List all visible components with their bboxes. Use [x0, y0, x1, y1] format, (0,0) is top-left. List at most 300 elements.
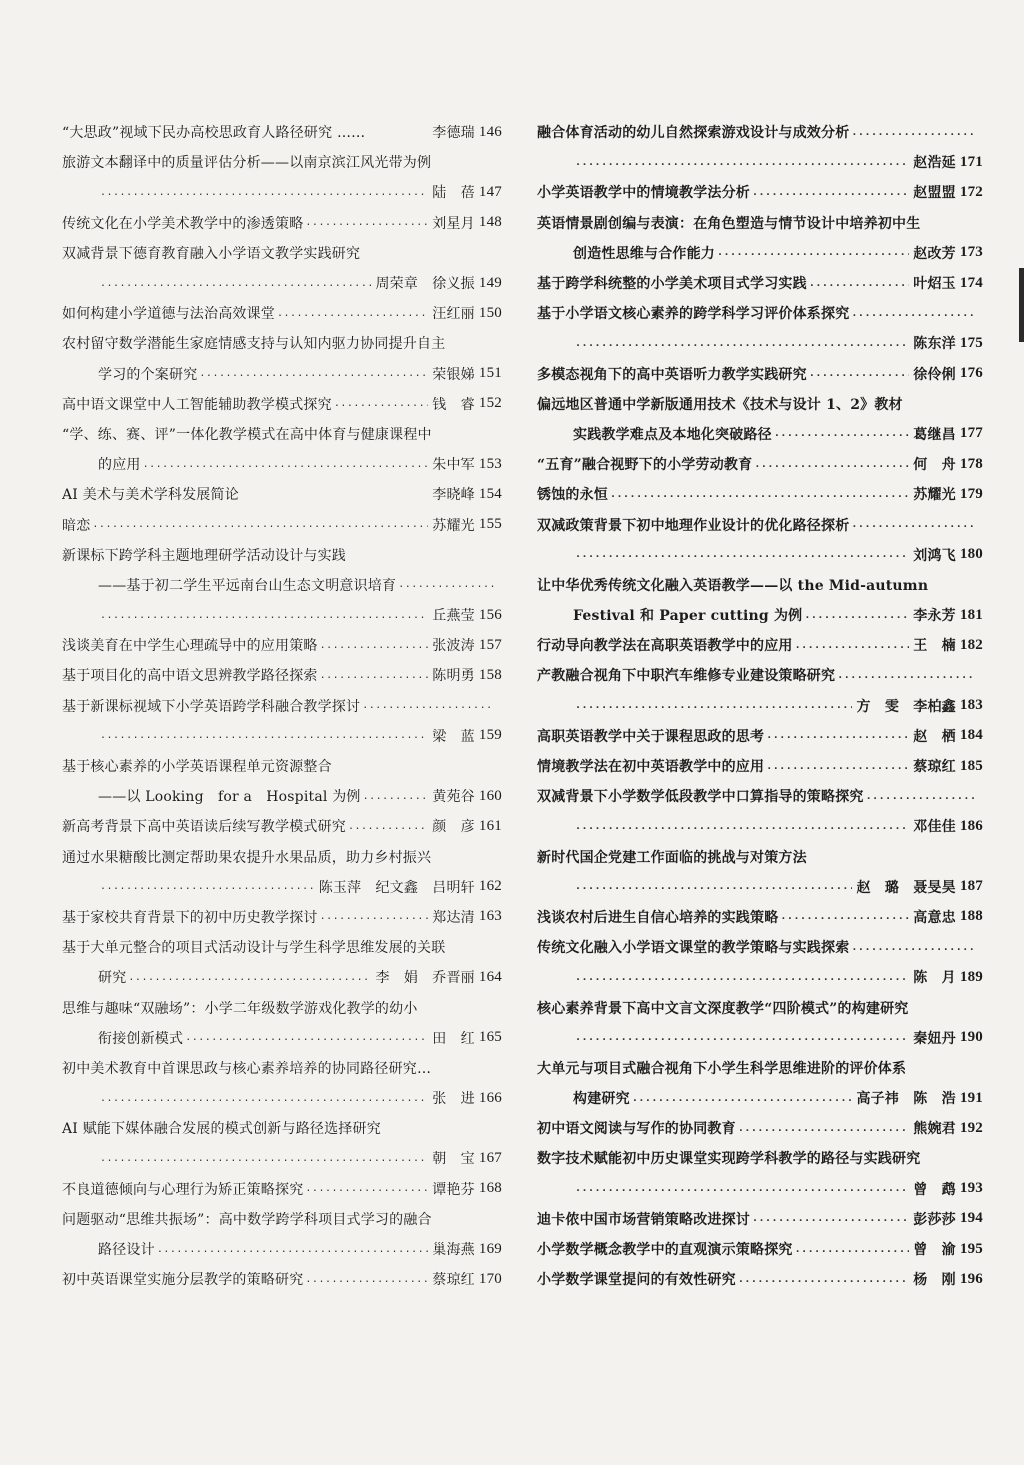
entry-author: 曾 鹉 — [913, 1181, 956, 1198]
entry-title: 的应用 — [98, 457, 141, 474]
toc-entry — [537, 902, 983, 932]
entry-author: 秦妞丹 — [913, 1030, 956, 1047]
toc-entry — [62, 1053, 502, 1083]
dot-leader — [362, 700, 494, 711]
entry-title: 衔接创新模式 — [98, 1030, 184, 1047]
entry-title: 通过水果糖酸比测定帮助果农提升水果品质，助力乡村振兴 — [62, 849, 432, 866]
entry-title: 小学数学概念教学中的直观演示策略探究 — [537, 1242, 793, 1259]
entry-title: 基于家校共育背景下的初中历史教学探讨 — [62, 909, 318, 926]
entry-title: 高中语文课堂中人工智能辅助教学模式探究 — [62, 396, 332, 413]
toc-entry — [537, 389, 983, 419]
toc-entry — [62, 751, 502, 781]
toc-entry — [537, 208, 983, 238]
toc-entry — [537, 1234, 983, 1264]
dot-leader — [100, 187, 428, 198]
toc-entry — [62, 449, 502, 479]
toc-entry — [537, 479, 983, 509]
entry-author: 丘燕莹 — [432, 608, 475, 625]
entry-page-number: 176 — [959, 365, 983, 382]
entry-page-number: 162 — [478, 878, 502, 895]
toc-entry — [62, 902, 502, 932]
toc-entry — [537, 419, 983, 449]
toc-entry — [62, 811, 502, 841]
entry-page-number: 146 — [478, 123, 502, 140]
dot-leader — [851, 127, 975, 138]
dot-leader — [837, 670, 975, 681]
entry-page-number: 159 — [478, 727, 502, 744]
entry-title: 基于小学语文核心素养的跨学科学习评价体系探究 — [537, 306, 850, 323]
toc-entry — [537, 298, 983, 328]
dot-leader — [398, 579, 494, 590]
entry-title: 英语情景剧创编与表演：在角色塑造与情节设计中培养初中生 — [537, 215, 921, 232]
toc-entry — [62, 540, 502, 570]
entry-author: 葛继昌 — [913, 426, 956, 443]
toc-entry — [62, 721, 502, 751]
dot-leader — [752, 187, 909, 198]
entry-author: 周荣章 徐义振 — [375, 276, 475, 293]
entry-title: 锈蚀的永恒 — [537, 487, 608, 504]
entry-page-number: 192 — [959, 1119, 983, 1136]
toc-entry — [62, 630, 502, 660]
entry-page-number: 164 — [478, 968, 502, 985]
entry-author: 田 红 — [432, 1030, 475, 1047]
entry-author: 蔡琼红 — [913, 759, 956, 776]
toc-entry — [62, 691, 502, 721]
dot-leader — [575, 972, 909, 983]
toc-entry — [537, 992, 983, 1022]
dot-leader — [277, 308, 428, 319]
toc-entry — [537, 1083, 983, 1113]
entry-page-number: 148 — [478, 214, 502, 231]
toc-entry — [62, 1113, 502, 1143]
entry-page-number: 184 — [959, 727, 983, 744]
toc-entry — [62, 1174, 502, 1204]
entry-author: 方 雯 李柏鑫 — [856, 698, 956, 715]
dot-leader — [185, 1032, 428, 1043]
entry-author: 刘星月 — [432, 215, 475, 232]
scan-edge-mark — [1019, 268, 1024, 342]
entry-author: 李永芳 — [913, 608, 956, 625]
entry-author: 高子祎 陈 浩 — [856, 1091, 956, 1108]
entry-page-number: 182 — [959, 636, 983, 653]
entry-title: 传统文化在小学美术教学中的渗透策略 — [62, 215, 304, 232]
dot-leader — [320, 640, 429, 651]
entry-title: 双减背景下德育教育融入小学语文教学实践研究 — [62, 245, 361, 262]
entry-title: 传统文化融入小学语文课堂的教学策略与实践探索 — [537, 940, 850, 957]
entry-page-number: 163 — [478, 908, 502, 925]
entry-author: 张 进 — [432, 1091, 475, 1108]
toc-entry — [537, 932, 983, 962]
dot-leader — [575, 1183, 909, 1194]
entry-title: 基于项目化的高中语文思辨教学路径探索 — [62, 668, 318, 685]
toc-entry — [537, 177, 983, 207]
entry-author: 何 舟 — [913, 457, 956, 474]
dot-leader — [334, 398, 428, 409]
toc-entry — [62, 389, 502, 419]
dot-leader — [363, 791, 429, 802]
entry-author: 李 娟 乔晋丽 — [375, 970, 475, 987]
toc-entry — [537, 359, 983, 389]
toc-entry — [62, 660, 502, 690]
entry-title: ——以 Looking for a Hospital 为例 — [98, 789, 361, 806]
toc-entry — [537, 268, 983, 298]
entry-title: 基于新课标视域下小学英语跨学科融合教学探讨 — [62, 698, 361, 715]
toc-entry — [537, 238, 983, 268]
entry-title: 学习的个案研究 — [98, 366, 198, 383]
entry-author: 梁 蓝 — [432, 728, 475, 745]
toc-entry — [62, 509, 502, 539]
dot-leader — [320, 670, 429, 681]
entry-title: ——基于初二学生平远南台山生态文明意识培育 — [98, 577, 397, 594]
toc-entry — [537, 1174, 983, 1204]
entry-author: 李晓峰 — [432, 487, 475, 504]
entry-title: 暗恋 — [62, 517, 91, 534]
dot-leader — [143, 459, 429, 470]
toc-entry — [62, 1083, 502, 1113]
dot-leader — [851, 519, 975, 530]
dot-leader — [100, 610, 428, 621]
entry-author: 王 楠 — [913, 638, 956, 655]
entry-author: 李德瑞 — [432, 125, 475, 142]
toc-entry — [62, 1264, 502, 1294]
toc-entry — [62, 781, 502, 811]
entry-title: 迪卡侬中国市场营销策略改进探讨 — [537, 1211, 750, 1228]
toc-entry — [537, 842, 983, 872]
entry-page-number: 194 — [959, 1210, 983, 1227]
toc-entry — [62, 117, 502, 147]
entry-author: 彭莎莎 — [913, 1211, 956, 1228]
entry-title: “学、练、赛、评”一体化教学模式在高中体育与健康课程中 — [62, 426, 432, 443]
entry-page-number: 151 — [478, 365, 502, 382]
entry-page-number: 193 — [959, 1180, 983, 1197]
entry-author: 叶炤玉 — [913, 276, 956, 293]
dot-leader — [100, 1093, 428, 1104]
entry-title: 基于跨学科统整的小学美术项目式学习实践 — [537, 276, 807, 293]
entry-author: 朝 宝 — [432, 1151, 475, 1168]
entry-title: 情境教学法在初中英语教学中的应用 — [537, 759, 765, 776]
dot-leader — [809, 278, 909, 289]
entry-title: AI 赋能下媒体融合发展的模式创新与路径选择研究 — [62, 1121, 381, 1138]
entry-page-number: 154 — [478, 485, 502, 502]
dot-leader — [738, 1274, 909, 1285]
entry-title: 让中华优秀传统文化融入英语教学——以 the Mid-autumn — [537, 577, 929, 594]
dot-leader — [851, 308, 975, 319]
entry-title: 多模态视角下的高中英语听力教学实践研究 — [537, 366, 807, 383]
toc-entry — [62, 208, 502, 238]
entry-author: 钱 睿 — [432, 396, 475, 413]
dot-leader — [795, 1244, 910, 1255]
entry-author: 邓佳佳 — [913, 819, 956, 836]
entry-page-number: 181 — [959, 606, 983, 623]
entry-author: 汪红丽 — [432, 306, 475, 323]
entry-title: 小学英语教学中的情境教学法分析 — [537, 185, 750, 202]
dot-leader — [575, 549, 909, 560]
entry-page-number: 168 — [478, 1180, 502, 1197]
entry-page-number: 161 — [478, 817, 502, 834]
entry-page-number: 195 — [959, 1240, 983, 1257]
entry-title: 新高考背景下高中英语读后续写教学模式研究 — [62, 819, 346, 836]
entry-page-number: 165 — [478, 1029, 502, 1046]
dot-leader — [780, 911, 909, 922]
entry-page-number: 190 — [959, 1029, 983, 1046]
toc-entry — [62, 419, 502, 449]
entry-title: 双减背景下小学数学低段教学中口算指导的策略探究 — [537, 789, 864, 806]
entry-author: 苏耀光 — [432, 517, 475, 534]
dot-leader — [100, 1153, 428, 1164]
entry-author: 陈东洋 — [913, 336, 956, 353]
entry-page-number: 169 — [478, 1240, 502, 1257]
entry-page-number: 187 — [959, 878, 983, 895]
entry-author: 高意忠 — [913, 909, 956, 926]
entry-page-number: 175 — [959, 334, 983, 351]
entry-title: 创造性思维与合作能力 — [573, 245, 715, 262]
entry-page-number: 170 — [478, 1270, 502, 1287]
entry-page-number: 171 — [959, 153, 983, 170]
entry-author: 颜 彦 — [432, 819, 475, 836]
entry-title: 偏远地区普通中学新版通用技术《技术与设计 1、2》教材 — [537, 396, 903, 413]
dot-leader — [100, 278, 371, 289]
entry-page-number: 183 — [959, 697, 983, 714]
entry-author: 陈 月 — [913, 970, 956, 987]
entry-page-number: 150 — [478, 304, 502, 321]
dot-leader — [575, 1032, 909, 1043]
toc-entry — [62, 600, 502, 630]
entry-author: 曾 渝 — [913, 1242, 956, 1259]
entry-author: 荣银娣 — [432, 366, 475, 383]
contents-column-right — [537, 117, 983, 1294]
toc-entry — [537, 872, 983, 902]
toc-entry — [537, 600, 983, 630]
dot-leader — [305, 1183, 428, 1194]
entry-author: 谭艳芬 — [432, 1181, 475, 1198]
toc-entry — [537, 147, 983, 177]
toc-entry — [537, 1023, 983, 1053]
dot-leader — [157, 1244, 428, 1255]
toc-entry — [537, 117, 983, 147]
toc-entry — [537, 1264, 983, 1294]
toc-entry — [537, 1053, 983, 1083]
toc-entry — [62, 570, 502, 600]
dot-leader — [128, 972, 371, 983]
entry-title: 基于核心素养的小学英语课程单元资源整合 — [62, 759, 332, 776]
toc-entry — [62, 359, 502, 389]
dot-leader — [348, 821, 428, 832]
entry-title: 旅游文本翻译中的质量评估分析——以南京滨江风光带为例 — [62, 155, 432, 172]
entry-title: 路径设计 — [98, 1242, 155, 1259]
entry-author: 陈玉萍 纪文鑫 吕明轩 — [318, 879, 475, 896]
toc-entry — [537, 630, 983, 660]
dot-leader — [866, 791, 975, 802]
toc-entry — [537, 811, 983, 841]
dot-leader — [199, 368, 428, 379]
entry-page-number: 157 — [478, 636, 502, 653]
entry-title: 数字技术赋能初中历史课堂实现跨学科教学的路径与实践研究 — [537, 1151, 921, 1168]
entry-page-number: 156 — [478, 606, 502, 623]
entry-author: 朱中军 — [432, 457, 475, 474]
toc-entry — [62, 268, 502, 298]
entry-page-number: 173 — [959, 244, 983, 261]
entry-page-number: 185 — [959, 757, 983, 774]
entry-title: AI 美术与美术学科发展简论 — [62, 487, 239, 504]
entry-author: 巢海燕 — [432, 1242, 475, 1259]
entry-title: 大单元与项目式融合视角下小学生科学思维进阶的评价体系 — [537, 1060, 907, 1077]
toc-entry — [62, 479, 502, 509]
dot-leader — [717, 247, 909, 258]
dot-leader — [766, 761, 909, 772]
toc-entry — [537, 570, 983, 600]
entry-page-number: 153 — [478, 455, 502, 472]
entry-page-number: 155 — [478, 516, 502, 533]
entry-page-number: 178 — [959, 455, 983, 472]
toc-entry — [537, 751, 983, 781]
entry-page-number: 166 — [478, 1089, 502, 1106]
toc-entry — [537, 449, 983, 479]
entry-title: “大思政”视域下民办高校思政育人路径研究 …… — [62, 125, 366, 142]
dot-leader — [632, 1093, 853, 1104]
toc-entry — [62, 298, 502, 328]
entry-page-number: 191 — [959, 1089, 983, 1106]
dot-leader — [754, 459, 909, 470]
toc-entry — [537, 691, 983, 721]
entry-author: 陆 蓓 — [432, 185, 475, 202]
toc-entry — [537, 1143, 983, 1173]
entry-title: 核心素养背景下高中文言文深度教学“四阶模式”的构建研究 — [537, 1000, 909, 1017]
dot-leader — [804, 610, 909, 621]
dot-leader — [575, 821, 909, 832]
dot-leader — [752, 1213, 909, 1224]
entry-title: 思维与趣味“双融场”：小学二年级数学游戏化教学的幼小 — [62, 1000, 418, 1017]
toc-entry — [62, 147, 502, 177]
entry-title: 基于大单元整合的项目式活动设计与学生科学思维发展的关联 — [62, 940, 446, 957]
entry-page-number: 147 — [478, 183, 502, 200]
toc-entry — [537, 721, 983, 751]
toc-entry — [62, 1204, 502, 1234]
entry-page-number: 174 — [959, 274, 983, 291]
entry-author: 赵改芳 — [913, 245, 956, 262]
dot-leader — [100, 881, 315, 892]
toc-entry — [62, 238, 502, 268]
toc-entry — [537, 1113, 983, 1143]
toc-entry — [62, 872, 502, 902]
entry-title: 浅谈农村后进生自信心培养的实践策略 — [537, 909, 779, 926]
entry-author: 陈明勇 — [432, 668, 475, 685]
entry-title: 如何构建小学道德与法治高效课堂 — [62, 306, 275, 323]
entry-page-number: 167 — [478, 1149, 502, 1166]
entry-page-number: 189 — [959, 968, 983, 985]
entry-author: 黄苑谷 — [432, 789, 475, 806]
entry-title: 初中美术教育中首课思政与核心素养培养的协同路径研究… — [62, 1060, 432, 1077]
entry-page-number: 172 — [959, 183, 983, 200]
entry-title: 行动导向教学法在高职英语教学中的应用 — [537, 638, 793, 655]
entry-title: 构建研究 — [573, 1091, 630, 1108]
entry-author: 刘鸿飞 — [913, 547, 956, 564]
entry-title: 浅谈美育在中学生心理疏导中的应用策略 — [62, 638, 318, 655]
entry-author: 赵 栖 — [913, 728, 956, 745]
dot-leader — [809, 368, 909, 379]
entry-title: 实践教学难点及本地化突破路径 — [573, 426, 772, 443]
toc-entry — [62, 1234, 502, 1264]
entry-author: 徐伶俐 — [913, 366, 956, 383]
dot-leader — [766, 730, 909, 741]
dot-leader — [100, 730, 428, 741]
entry-page-number: 186 — [959, 817, 983, 834]
entry-author: 赵 璐 聂旻昊 — [856, 879, 956, 896]
toc-entry — [537, 781, 983, 811]
entry-title: 研究 — [98, 970, 127, 987]
dot-leader — [92, 519, 428, 530]
entry-author: 杨 刚 — [913, 1272, 956, 1289]
entry-page-number: 188 — [959, 908, 983, 925]
dot-leader — [305, 217, 428, 228]
dot-leader — [774, 428, 909, 439]
toc-entry — [537, 328, 983, 358]
dot-leader — [575, 700, 852, 711]
toc-entry — [62, 932, 502, 962]
dot-leader — [610, 489, 909, 500]
entry-page-number: 179 — [959, 485, 983, 502]
entry-title: 初中语文阅读与写作的协同教育 — [537, 1121, 736, 1138]
entry-author: 苏耀光 — [913, 487, 956, 504]
toc-entry — [62, 992, 502, 1022]
contents-column-left — [62, 117, 502, 1294]
entry-title: Festival 和 Paper cutting 为例 — [573, 608, 803, 625]
entry-page-number: 152 — [478, 395, 502, 412]
dot-leader — [738, 1123, 909, 1134]
entry-title: 问题驱动“思维共振场”：高中数学跨学科项目式学习的融合 — [62, 1211, 432, 1228]
entry-title: 产教融合视角下中职汽车维修专业建设策略研究 — [537, 668, 836, 685]
entry-title: 新时代国企党建工作面临的挑战与对策方法 — [537, 849, 807, 866]
dot-leader — [575, 881, 852, 892]
toc-entry — [537, 540, 983, 570]
entry-page-number: 196 — [959, 1270, 983, 1287]
entry-title: 新课标下跨学科主题地理研学活动设计与实践 — [62, 547, 346, 564]
toc-entry — [62, 1143, 502, 1173]
dot-leader — [575, 157, 909, 168]
entry-author: 郑达清 — [432, 909, 475, 926]
entry-author: 熊婉君 — [913, 1121, 956, 1138]
entry-page-number: 160 — [478, 787, 502, 804]
toc-entry — [537, 1204, 983, 1234]
entry-author: 赵盟盟 — [913, 185, 956, 202]
entry-title: 双减政策背景下初中地理作业设计的优化路径探析 — [537, 517, 850, 534]
dot-leader — [305, 1274, 428, 1285]
entry-page-number: 149 — [478, 274, 502, 291]
entry-author: 蔡琼红 — [432, 1272, 475, 1289]
dot-leader — [320, 911, 429, 922]
toc-entry — [62, 328, 502, 358]
toc-entry — [537, 660, 983, 690]
dot-leader — [795, 640, 910, 651]
entry-author: 张波涛 — [432, 638, 475, 655]
entry-title: 不良道德倾向与心理行为矫正策略探究 — [62, 1181, 304, 1198]
entry-title: 小学数学课堂提问的有效性研究 — [537, 1272, 736, 1289]
toc-entry — [62, 177, 502, 207]
toc-entry — [62, 1023, 502, 1053]
toc-entry — [62, 842, 502, 872]
entry-title: 农村留守数学潜能生家庭情感支持与认知内驱力协同提升自主 — [62, 336, 446, 353]
entry-title: 融合体育活动的幼儿自然探索游戏设计与成效分析 — [537, 125, 850, 142]
entry-title: 高职英语教学中关于课程思政的思考 — [537, 728, 765, 745]
toc-entry — [62, 962, 502, 992]
toc-entry — [537, 509, 983, 539]
entry-title: “五育”融合视野下的小学劳动教育 — [537, 457, 753, 474]
entry-author: 赵浩延 — [913, 155, 956, 172]
entry-page-number: 177 — [959, 425, 983, 442]
toc-entry — [537, 962, 983, 992]
entry-page-number: 180 — [959, 546, 983, 563]
entry-page-number: 158 — [478, 666, 502, 683]
dot-leader — [851, 942, 975, 953]
